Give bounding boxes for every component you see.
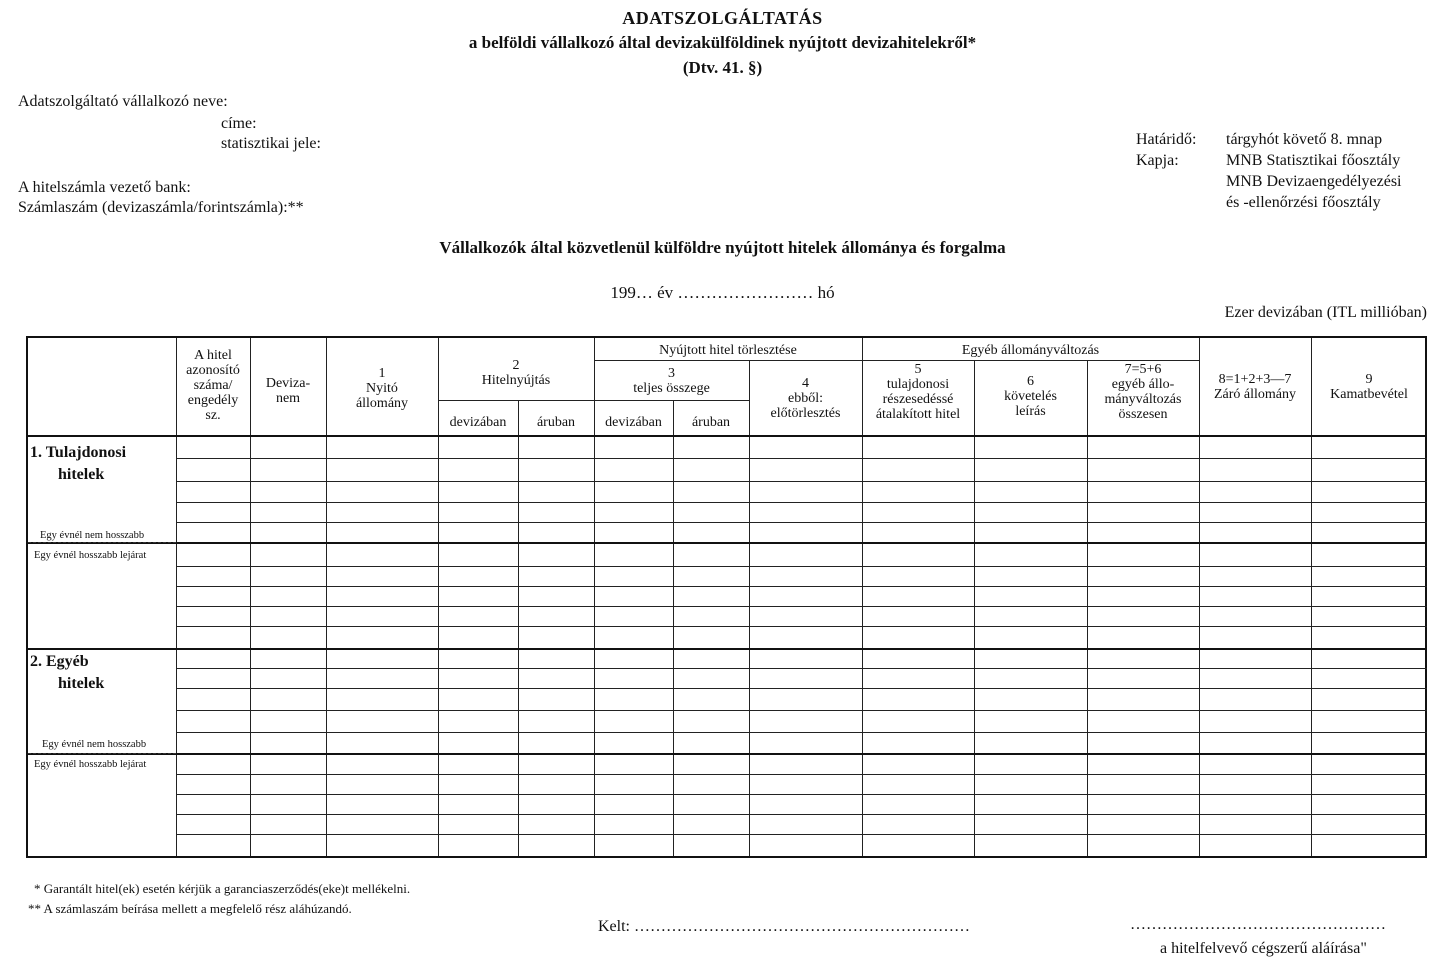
header-bottom-line bbox=[28, 435, 1427, 437]
header-loan-id: A hitel azonosító száma/ engedély sz. bbox=[186, 348, 240, 423]
signature-line[interactable]: ………………………………………… bbox=[1130, 916, 1386, 933]
header-opening-stock: 1 Nyitó állomány bbox=[355, 366, 409, 411]
dashed-line bbox=[28, 753, 176, 754]
header-repay-currency: devizában bbox=[605, 415, 662, 430]
account-number-label: Számlaszám (devizaszámla/forintszámla):** bbox=[18, 199, 304, 216]
header-other-changes-group: Egyéb állományváltozás bbox=[961, 343, 1100, 358]
subtotal-line bbox=[28, 753, 1427, 755]
row-line bbox=[176, 834, 1427, 835]
col-divider bbox=[250, 338, 251, 856]
header-lending: 2 Hitelnyújtás bbox=[481, 358, 551, 388]
row-line bbox=[176, 668, 1427, 669]
row-line bbox=[176, 774, 1427, 775]
signature-label: a hitelfelvevő cégszerű aláírása" bbox=[1160, 940, 1367, 957]
footnote-guarantee: * Garantált hitel(ek) esetén kérjük a garanciaszerződés(eke)t mellékelni. bbox=[34, 881, 411, 896]
row-line bbox=[176, 481, 1427, 482]
row-line bbox=[176, 502, 1427, 503]
header-write-off: 6 követelés leírás bbox=[1004, 374, 1057, 419]
col-divider bbox=[1199, 338, 1200, 856]
col-divider bbox=[518, 400, 519, 856]
row-line bbox=[176, 688, 1427, 689]
row-line bbox=[176, 626, 1427, 627]
dashed-line bbox=[28, 542, 176, 543]
subtotal-line bbox=[28, 542, 1427, 544]
header-equity-conversion: 5 tulajdonosi részesedéssé átalakított hitel bbox=[875, 362, 961, 422]
form-subtitle: a belföldi vállalkozó által devizakülföldinek nyújtott devizahitelekről* bbox=[468, 33, 977, 52]
header-divider bbox=[594, 360, 1199, 361]
report-table bbox=[26, 336, 1427, 858]
recipient-line-3: és -ellenőrzési főosztály bbox=[1226, 194, 1381, 211]
header-other-total: 7=5+6 egyéb állo- mányváltozás összesen bbox=[1104, 362, 1182, 422]
header-lending-goods: áruban bbox=[536, 415, 576, 430]
reporting-period: 199… év …………………… hó bbox=[610, 283, 835, 302]
recipient-line-1: MNB Statisztikai főosztály bbox=[1226, 152, 1401, 169]
header-closing-stock: 8=1+2+3—7 Záró állomány bbox=[1213, 372, 1297, 402]
col-divider bbox=[673, 400, 674, 856]
row-owner-short-term: Egy évnél nem hosszabb bbox=[40, 530, 145, 541]
row-line bbox=[176, 586, 1427, 587]
row-line bbox=[176, 522, 1427, 523]
footnote-account: ** A számlaszám beírása mellett a megfelelő rész aláhúzandó. bbox=[28, 901, 352, 916]
col-divider bbox=[326, 338, 327, 856]
row-line bbox=[176, 606, 1427, 607]
header-repayment-group: Nyújtott hitel törlesztése bbox=[659, 343, 797, 358]
col-divider bbox=[1311, 338, 1312, 856]
header-currency: Deviza- nem bbox=[265, 376, 311, 406]
bank-label: A hitelszámla vezető bank: bbox=[18, 179, 191, 196]
header-divider bbox=[438, 400, 749, 401]
section-divider-line bbox=[28, 648, 1427, 650]
form-title: ADATSZOLGÁLTATÁS bbox=[622, 8, 823, 28]
provider-name-label: Adatszolgáltató vállalkozó neve: bbox=[18, 93, 228, 110]
row-other-loans-label: 2. Egyéb hitelek bbox=[30, 653, 105, 692]
deadline-label: Határidő: bbox=[1136, 131, 1197, 148]
row-line bbox=[176, 710, 1427, 711]
recipient-label: Kapja: bbox=[1136, 152, 1179, 169]
row-line bbox=[176, 566, 1427, 567]
row-line bbox=[176, 732, 1427, 733]
row-owner-long-term: Egy évnél hosszabb lejárat bbox=[34, 550, 147, 561]
provider-address-label: címe: bbox=[221, 115, 257, 132]
provider-stat-label: statisztikai jele: bbox=[221, 135, 321, 152]
row-other-short-term: Egy évnél nem hosszabb bbox=[42, 739, 147, 750]
deadline-value: tárgyhót követő 8. mnap bbox=[1226, 131, 1383, 148]
row-line bbox=[176, 458, 1427, 459]
row-owner-loans-label: 1. Tulajdonosi hitelek bbox=[30, 444, 127, 483]
row-line bbox=[176, 794, 1427, 795]
header-lending-currency: devizában bbox=[449, 415, 507, 430]
header-repayment-total: 3 teljes összege bbox=[633, 366, 710, 396]
header-repay-goods: áruban bbox=[691, 415, 731, 430]
recipient-line-2: MNB Devizaengedélyezési bbox=[1226, 173, 1402, 190]
section-title: Vállalkozók által közvetlenül külföldre nyújtott hitelek állománya és forgalma bbox=[439, 238, 1006, 257]
row-other-long-term: Egy évnél hosszabb lejárat bbox=[34, 759, 147, 770]
header-prepayment: 4 ebből: előtörlesztés bbox=[770, 376, 841, 421]
header-interest-income: 9 Kamatbevétel bbox=[1330, 372, 1408, 402]
legal-reference: (Dtv. 41. §) bbox=[682, 58, 763, 77]
unit-note: Ezer devizában (ITL millióban) bbox=[1224, 304, 1427, 321]
row-line bbox=[176, 814, 1427, 815]
dated-field[interactable]: Kelt: ……………………………………………………… bbox=[598, 918, 970, 935]
